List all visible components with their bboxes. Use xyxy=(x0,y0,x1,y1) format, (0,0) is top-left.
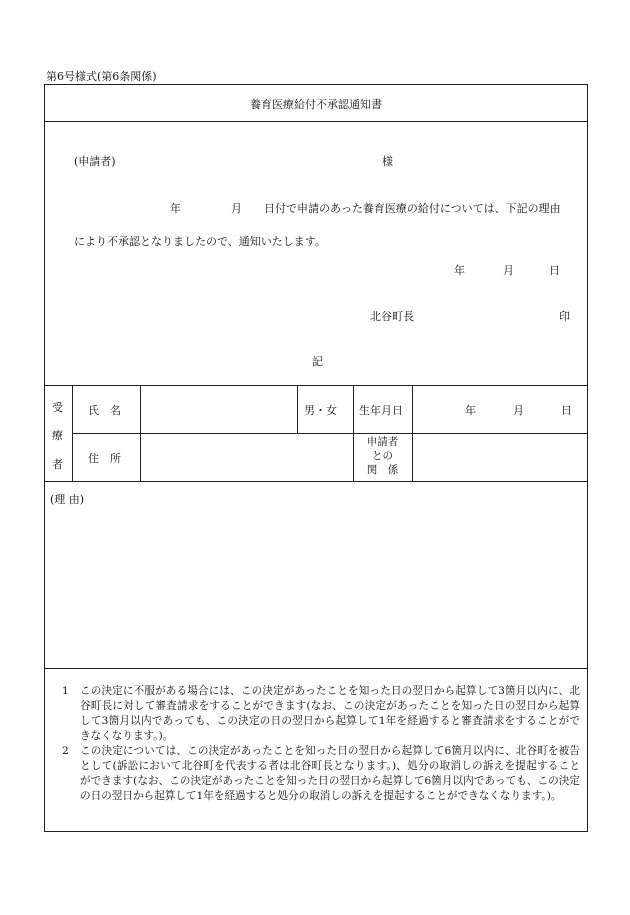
col-line-3 xyxy=(297,385,298,433)
note-text: この決定については、この決定があったことを知った日の翌日から起算して6箇月以内に、北谷町を被告として(訴訟において北谷町を代表する者は北谷町長となります。)、処分の取消しの訴えを提起することができます(なお、この決定があったことを知った日の翌日から起算して6箇月以内であっても、この決定の日の翌日から起算して1年を経過すると処分の取消しの訴えを提起することができなくなります。)。 xyxy=(80,745,580,802)
reason-label: (理 由) xyxy=(50,493,85,506)
table-bottom-line xyxy=(44,481,588,482)
date-month: 月 xyxy=(503,264,514,277)
appeal-notes xyxy=(62,684,580,804)
col-line-2 xyxy=(140,385,141,481)
seal-mark: 印 xyxy=(559,310,570,323)
sex-options: 男・女 xyxy=(304,404,337,417)
dob-label: 生年月日 xyxy=(359,404,403,417)
honorific-sama: 様 xyxy=(382,155,393,168)
note-item xyxy=(62,684,580,744)
body-year: 年 xyxy=(170,202,181,215)
body-line2: により不承認となりましたので、通知いたします。 xyxy=(74,235,326,248)
body-line1: 日付で申請のあった養育医療の給付については、下記の理由 xyxy=(264,202,561,215)
relation-line-1: 申請者 xyxy=(366,436,399,448)
name-label: 氏 名 xyxy=(88,404,121,417)
col-line-1 xyxy=(72,385,73,481)
dob-day: 日 xyxy=(561,404,572,417)
issuer-name: 北谷町長 xyxy=(370,310,414,323)
recipient-char-3: 者 xyxy=(52,458,63,471)
dob-year: 年 xyxy=(465,404,476,417)
body-month: 月 xyxy=(231,202,242,215)
note-number: 1 xyxy=(62,685,69,697)
recipient-char-2: 療 xyxy=(52,429,63,442)
table-mid-line xyxy=(72,433,588,434)
reason-bottom-line xyxy=(44,668,588,669)
relation-line-2: との xyxy=(372,450,393,462)
relation-line-3: 関 係 xyxy=(366,464,399,476)
dob-month: 月 xyxy=(513,404,524,417)
relation-label xyxy=(353,435,412,477)
form-number-label: 第6号様式(第6条関係) xyxy=(46,70,157,83)
document-title: 養育医療給付不承認通知書 xyxy=(250,98,382,111)
note-number: 2 xyxy=(62,745,69,757)
address-label: 住 所 xyxy=(88,452,121,465)
ki-heading: 記 xyxy=(312,355,323,368)
date-year: 年 xyxy=(454,264,465,277)
date-day: 日 xyxy=(549,264,560,277)
note-item xyxy=(62,744,580,804)
note-text: この決定に不服がある場合には、この決定があったことを知った日の翌日から起算して3箇月以内に、北谷町長に対して審査請求をすることができます(なお、この決定があったことを知った日の翌日から起算して3箇月以内であっても、この決定の日の翌日から起算して1年を経過すると審査請求をすることができなくなります。)。 xyxy=(80,685,580,742)
table-top-line xyxy=(44,385,588,386)
title-divider xyxy=(44,121,588,122)
recipient-char-1: 受 xyxy=(52,401,63,414)
col-line-5 xyxy=(412,385,413,481)
applicant-label: (申請者) xyxy=(74,155,116,168)
